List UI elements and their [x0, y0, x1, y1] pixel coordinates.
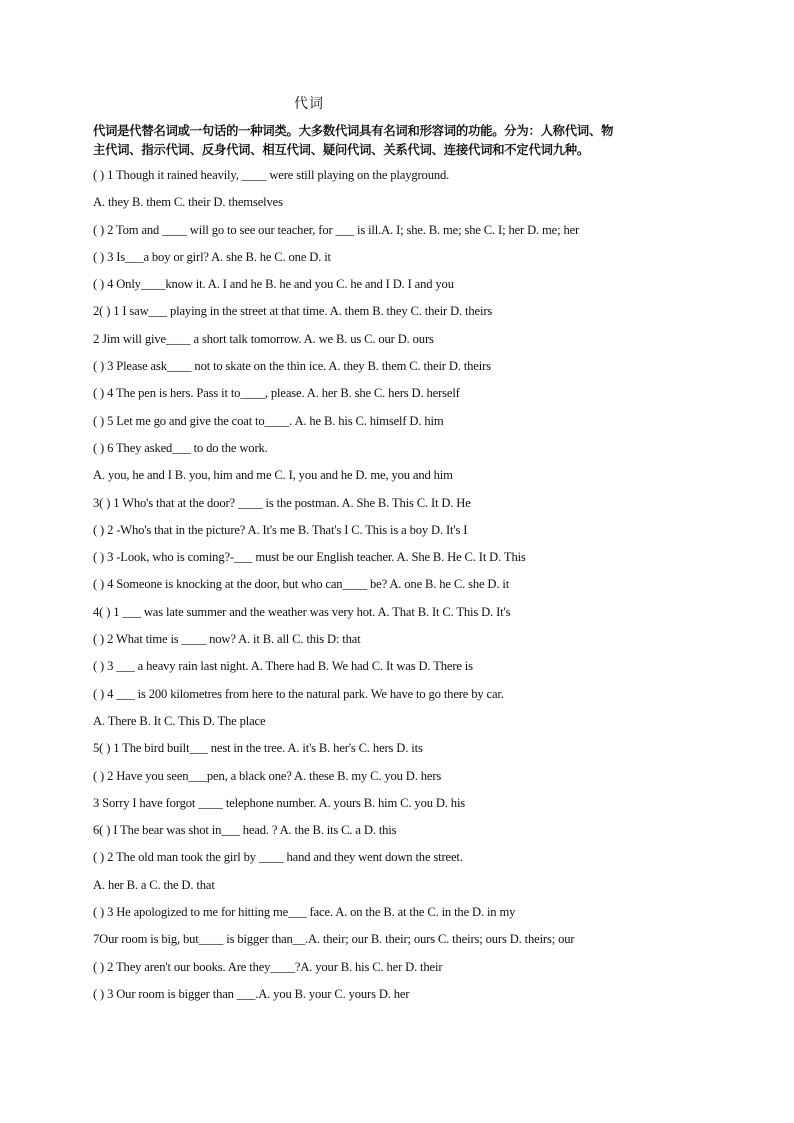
exercise-line: ( ) 4 The pen is hers. Pass it to____, please. A. her B. she C. hers D. herself — [93, 386, 460, 401]
exercise-line: ( ) 3 Is___a boy or girl? A. she B. he C. one D. it — [93, 249, 331, 264]
exercise-line: A. you, he and I B. you, him and me C. I, you and he D. me, you and him — [93, 468, 453, 483]
exercise-line: ( ) 5 Let me go and give the coat to____. A. he B. his C. himself D. him — [93, 413, 444, 428]
intro-paragraph — [93, 122, 713, 160]
intro-line: 代词是代替名词或一句话的一种词类。大多数代词具有名词和形容词的功能。分为：人称代词、物 — [93, 124, 614, 138]
exercise-line: ( ) 3 ___ a heavy rain last night. A. There had B. We had C. It was D. There is — [93, 659, 473, 674]
exercise-line: 5( ) 1 The bird built___ nest in the tree. A. it's B. her's C. hers D. its — [93, 741, 423, 756]
page-title: 代词 — [294, 96, 324, 112]
exercise-line: 4( ) 1 ___ was late summer and the weather was very hot. A. That B. It C. This D. It's — [93, 604, 511, 619]
exercise-line: ( ) 2 Tom and ____ will go to see our teacher, for ___ is ill.A. I; she. B. me; she C. I; her D. me; her — [93, 222, 580, 237]
exercise-line: 2 Jim will give____ a short talk tomorrow. A. we B. us C. our D. ours — [93, 331, 434, 346]
exercise-line: ( ) 2 What time is ____ now? A. it B. all C. this D: that — [93, 632, 361, 647]
exercise-line: ( ) 2 They aren't our books. Are they____?A. your B. his C. her D. their — [93, 959, 443, 974]
exercise-line: ( ) 3 Please ask____ not to skate on the thin ice. A. they B. them C. their D. theirs — [93, 359, 491, 374]
exercise-line: 7Our room is big, but____ is bigger than__.A. their; our B. their; ours C. theirs; ours D. theirs; our — [93, 932, 575, 947]
exercise-line: 3( ) 1 Who's that at the door? ____ is the postman. A. She B. This C. It D. He — [93, 495, 471, 510]
exercise-line: 2( ) 1 I saw___ playing in the street at that time. A. them B. they C. their D. theirs — [93, 304, 493, 319]
intro-line: 主代词、指示代词、反身代词、相互代词、疑问代词、关系代词、连接代词和不定代词九种。 — [93, 143, 589, 157]
exercise-line: 6( ) I The bear was shot in___ head. ? A. the B. its C. a D. this — [93, 823, 397, 838]
exercise-line: A. her B. a C. the D. that — [93, 877, 215, 892]
exercise-line: A. they B. them C. their D. themselves — [93, 195, 283, 210]
exercise-list — [93, 166, 733, 1012]
exercise-line: A. There B. It C. This D. The place — [93, 713, 266, 728]
exercise-line: ( ) 3 Our room is bigger than ___.A. you B. your C. yours D. her — [93, 986, 410, 1001]
exercise-line: ( ) 3 He apologized to me for hitting me___ face. A. on the B. at the C. in the D. in my — [93, 905, 516, 920]
exercise-line: ( ) 2 The old man took the girl by ____ hand and they went down the street. — [93, 850, 463, 865]
exercise-line: 3 Sorry I have forgot ____ telephone number. A. yours B. him C. you D. his — [93, 795, 466, 810]
exercise-line: ( ) 3 -Look, who is coming?-___ must be our English teacher. A. She B. He C. It D. This — [93, 550, 526, 565]
exercise-line: ( ) 4 ___ is 200 kilometres from here to the natural park. We have to go there by car. — [93, 686, 504, 701]
exercise-line: ( ) 2 -Who's that in the picture? A. It's me B. That's I C. This is a boy D. It's I — [93, 522, 468, 537]
exercise-line: ( ) 6 They asked___ to do the work. — [93, 440, 268, 455]
exercise-line: ( ) 2 Have you seen___pen, a black one? A. these B. my C. you D. hers — [93, 768, 442, 783]
exercise-line: ( ) 1 Though it rained heavily, ____ were still playing on the playground. — [93, 168, 450, 182]
exercise-line: ( ) 4 Only____know it. A. I and he B. he and you C. he and I D. I and you — [93, 277, 454, 292]
exercise-line: ( ) 4 Someone is knocking at the door, but who can____ be? A. one B. he C. she D. it — [93, 577, 510, 592]
